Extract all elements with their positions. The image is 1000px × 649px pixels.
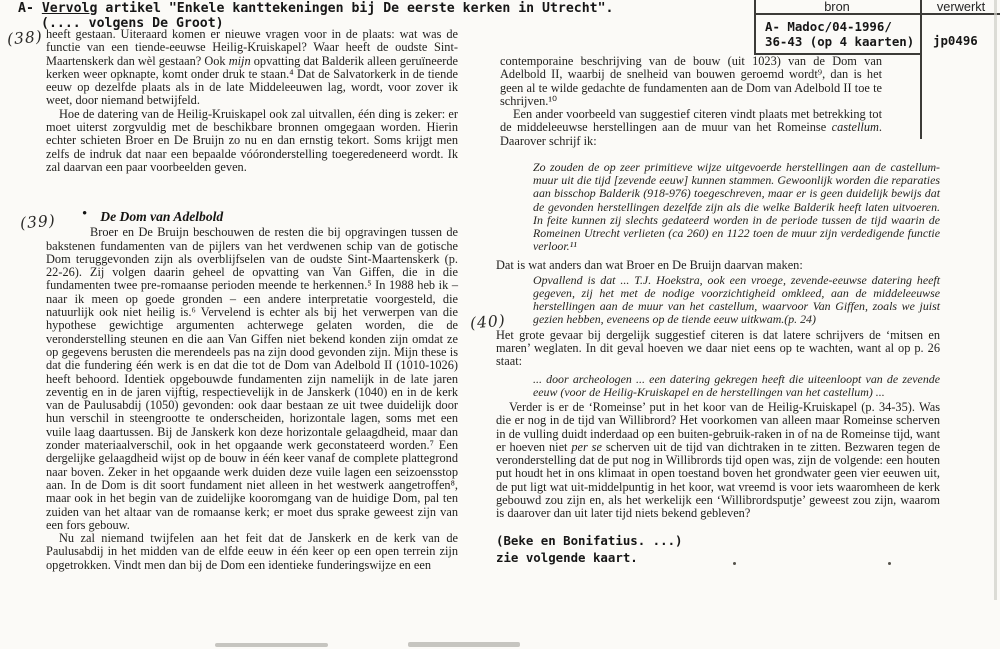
source-reference-line2: 36-43 (op 4 kaarten)	[765, 34, 915, 49]
block-quote: Zo zouden de op zeer primitieve wijze uitgevoerde herstellingen aan de castellum-muur uit die tijd [zevende eeuw] kunnen stammen. Gewoonlijk worden die reparaties aan bisschop Balderik (918-976) toegeschreven, maar er is geen duidelijk bewijs dat de gevonden herstellingen dezelfde zijn als die welke Balderik heeft laten uitvoeren. In feite kunnen zij slechts gedateerd worden in de periode tussen de tijd waarin de Romeinen Utrecht verlieten (ca 260) en 1122 toen de muur zijn verdedigende functie verloor.¹¹	[533, 160, 940, 254]
paragraph: contemporaine beschrijving van de bouw (uit 1023) van de Dom van Adelbold II, waarbij de snelheid van bouwen geroemd wordt⁹, dan is het geen al te wilde gedachte de fundamenten aan de Dom van Adelbold II toe te schrijven.¹⁰	[500, 54, 882, 108]
margin-note-39: (39)	[19, 211, 57, 233]
paragraph: Verder is er de ‘Romeinse’ put in het koor van de Heilig-Kruiskapel (p. 34-35). Was die er nog in de tijd van Willibrord? Het voorkomen van alleen maar Romeinse scherven in de vulling duidt inderdaad op een buiten-gebruik-raken in of na de Romeinse tijd, want er hoeven niet per se scherven uit de tijd van dichtraken in te zitten. Bezwaren tegen de veronderstelling dat de put nog in Willibrords tijd open was, zijn de volgende: een houten put houdt het in ons klimaat in open toestand boven het grondwater geen vier eeuwen uit, de put ligt wat uit-middelpuntig in het koor, wat vreemd is voor iets waaromheen de kerk gebouwd zou zijn en, als het werkelijk een ‘Willibrordsputje’ geweest zou zijn, waarom is daarover dan uit later tijd niets bekend gebleven?	[496, 399, 940, 521]
verwerkt-column-header: verwerkt	[936, 0, 986, 14]
processed-code: jp0496	[933, 33, 978, 48]
scan-smudge	[408, 642, 520, 647]
margin-note-38: (38)	[6, 27, 44, 49]
section-heading-row	[82, 208, 458, 223]
scan-smudge	[215, 643, 328, 647]
closing-note-line2: zie volgende kaart.	[496, 549, 638, 565]
paragraph: Broer en De Bruijn beschouwen de resten die bij opgravingen tussen de bakstenen fundamenten van de pijlers van het verdwenen schip van de gotische Dom teruggevonden zijn als overblijfselen van de oudste Sint-Maartenskerk (p. 22-26). Zij volgen daarin geheel de opvatting van Van Giffen, die in die fundamenten twee pre-romaanse perioden meende te herkennen.⁵ In 1988 heb ik – naar ik meen op goede gronden – een andere interpretatie voorgesteld, die natuurlijk ook niet heilig is.⁶ Vervelend is echter als bij het verwerpen van die hypothese gewichtige argumenten achterwege gelaten worden, die de veronderstelling steunen en die aan Van Giffen niet bekend konden zijn omdat ze op gegevens berusten die merendeels pas na zijn dood gevonden zijn. Mijn these is dat die fundering één werk is en dat die tot de Dom van Adelbold II (1010-1026) heeft behoord. Identiek opgebouwde fundamenten zijn namelijk in de late jaren zeventig en in de jaren vijftig, respectievelijk in de Janskerk (1040) en in de kerk van de Paulusabdij (1050) gevonden: ook daar bestaan ze uit twee duidelijk door hun verschil in steengrootte te onderscheiden, horizontale lagen, soms met een vuile laag daartussen. Bij de Janskerk kon deze horizontale gelaagdheid, maar dan zonder materiaalverschil, ook in het opgaande werk geconstateerd worden.⁷ Een dergelijke gelaagdheid wijst op de bouw in één keer vanaf de complete plattegrond naar boven. Zeker in het opgaande werk duiden deze vuile lagen een seizoensstop aan. In de Dom is dit soort fundament niet alleen in het westwerk aangetroffen⁸, maar ook in het begin van de zuidelijke kooromgang van de huidige Dom, pal ten zuiden van het altaar van de romaanse kerk; er moet dus sprake geweest zijn van een fors gebouw.	[46, 225, 458, 532]
block-quote: ... door archeologen ... een datering gekregen heeft die uiteenloopt van de zevende eeuw (voor de Heilig-Kruiskapel en de herstellingen van het castellum) ...	[533, 371, 940, 399]
scan-speck	[888, 562, 891, 565]
left-column	[46, 28, 458, 572]
card-title: A- Vervolg artikel "Enkele kanttekeningen bij De eerste kerken in Utrecht".	[18, 1, 614, 16]
right-column	[496, 55, 940, 565]
paragraph: Het grote gevaar bij dergelijk suggestief citeren is dat latere schrijvers de ‘mitsen en maren’ weglaten. In dit geval hoeven we daar niet eens op te wachten, want al op p. 26 staat:	[496, 327, 940, 369]
paragraph: heeft gestaan. Uiteraard komen er nieuwe vragen voor in de plaats: wat was de functie van een tiende-eeuwse Heilig-Kruiskapel? Waar heeft de oudste Sint-Maartenskerk dan wèl gestaan? Ook mijn opvatting dat Balderik alleen geruïneerde kerken weer opknapte, komt onder druk te staan.⁴ Dat de Salvatorkerk in de tiende eeuw op dezelfde plaats als in de late Middeleeuwen lag, wordt, voor zover ik weet, door niemand betwijfeld.	[46, 27, 459, 108]
paragraph: Een ander voorbeeld van suggestief citeren vindt plaats met betrekking tot de middeleeuwse herstellingen aan de muur van het Romeinse castellum. Daarover schrijf ik:	[500, 107, 882, 148]
block-quote: Opvallend is dat ... T.J. Hoekstra, ook een vroege, zevende-eeuwse datering heeft gegeven, zij het met de nodige voorzichtigheid omkleed, aan de middeleeuwse herstellingen aan de muur van het castellum, waarvoor Van Giffen, zoals we juist gezien hebben, eveneens op de tiende eeuw uitkwam.(p. 24)	[533, 272, 940, 327]
bron-column-header: bron	[824, 0, 850, 14]
scan-edge-line	[994, 0, 997, 600]
scan-speck	[733, 562, 736, 565]
source-reference-line1: A- Madoc/04-1996/	[765, 19, 892, 34]
margin-note-40: (40)	[469, 311, 507, 333]
paragraph: Nu zal niemand twijfelen aan het feit dat de Janskerk en de kerk van de Paulusabdij in het midden van de elfde eeuw in één keer op een open terrein zijn opgetrokken. Vindt men dan bij de Dom een identieke funderingswijze en een	[46, 531, 458, 572]
paragraph: Dat is wat anders dan wat Broer en De Bruijn daarvan maken:	[496, 257, 803, 272]
card-subtitle: (.... volgens De Groot)	[41, 16, 224, 31]
paragraph: Hoe de datering van de Heilig-Kruiskapel ook zal uitvallen, één ding is zeker: er moet uiterst zorgvuldig met de beschikbare bronnen omgegaan worden. Hierin echter schieten Broer en De Bruijn zo nu en dan ernstig tekort. Soms krijgt men zelfs de indruk dat naar een bepaalde vóóronderstelling toegeredeneerd wordt. Ik zal daarvan een paar voorbeelden geven.	[46, 106, 458, 174]
closing-note-line1: (Beke en Bonifatius. ...)	[496, 532, 683, 548]
bullet-icon: •	[82, 206, 88, 223]
section-title: De Dom van Adelbold	[100, 209, 224, 225]
